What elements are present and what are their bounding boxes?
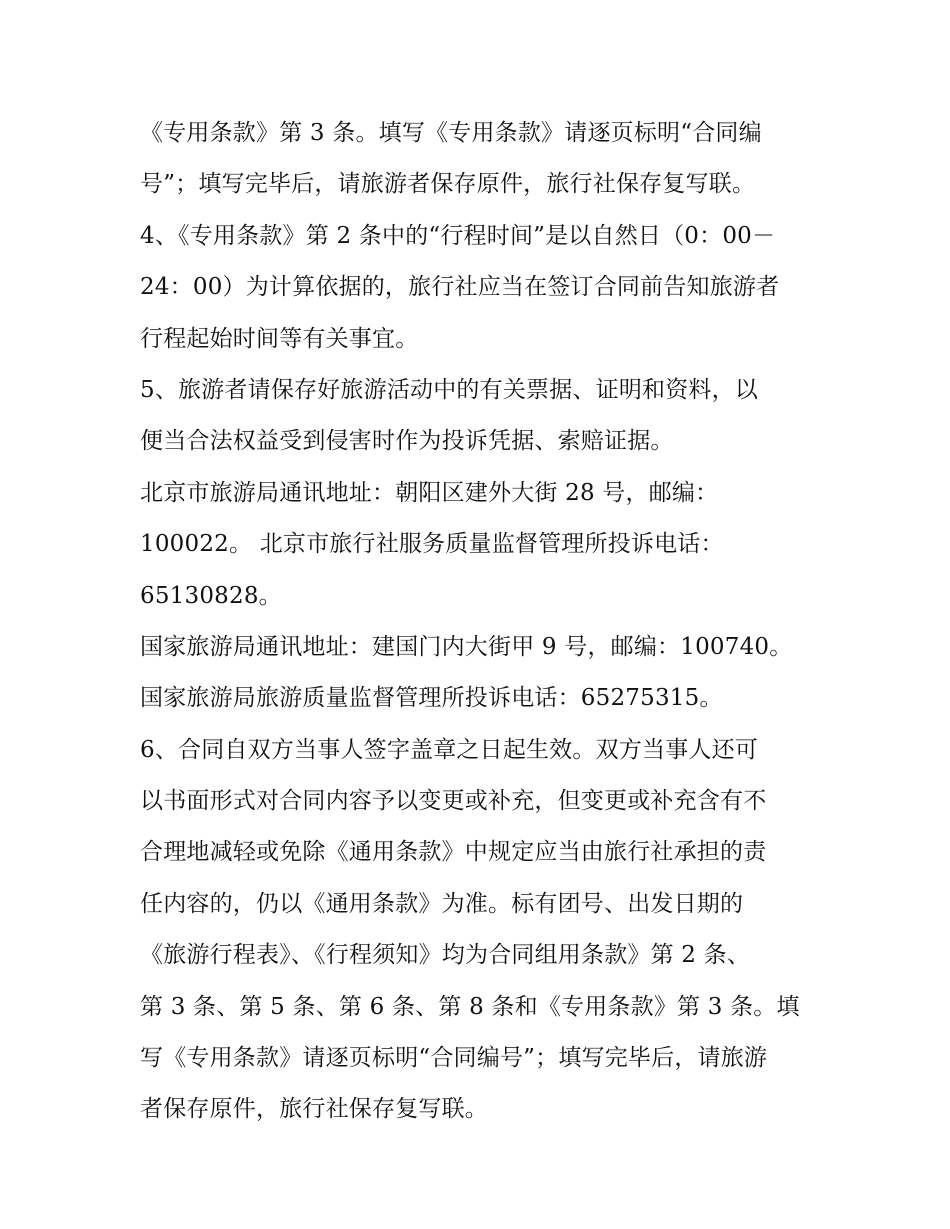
text-line: 《旅游行程表》、《行程须知》均为合同组用条款》第 2 条、 [140,942,751,969]
document-body [140,108,820,1136]
text-line: 者保存原件，旅行社保存复写联。 [140,1096,488,1123]
text-line: 写《专用条款》请逐页标明“合同编号”；填写完毕后，请旅游 [140,1045,768,1072]
text-line: 100022。 北京市旅行社服务质量监督管理所投诉电话： [140,531,724,558]
text-line: 号”；填写完毕后，请旅游者保存原件，旅行社保存复写联。 [140,171,756,198]
text-line: 北京市旅游局通讯地址：朝阳区建外大街 28 号，邮编： [140,479,719,506]
text-line: 国家旅游局通讯地址：建国门内大街甲 9 号，邮编：100740。 [140,633,793,660]
text-line: 国家旅游局旅游质量监督管理所投诉电话：65275315。 [140,685,723,712]
text-line: 行程起始时间等有关事宜。 [140,325,419,352]
text-line: 24：00）为计算依据的，旅行社应当在签订合同前告知旅游者 [140,274,780,301]
text-line: 第 3 条、第 5 条、第 6 条、第 8 条和《专用条款》第 3 条。填 [140,993,800,1020]
text-line: 5、旅游者请保存好旅游活动中的有关票据、证明和资料，以 [140,376,759,403]
text-line: 6、合同自双方当事人签字盖章之日起生效。双方当事人还可 [140,736,759,763]
text-line: 《专用条款》第 3 条。填写《专用条款》请逐页标明“合同编 [140,120,762,146]
text-line: 任内容的，仍以《通用条款》为准。标有团号、出发日期的 [140,890,744,917]
text-line: 以书面形式对合同内容予以变更或补充，但变更或补充含有不 [140,788,767,815]
text-line: 4、《专用条款》第 2 条中的“行程时间”是以自然日（0：00－ [140,222,776,249]
text-line: 合理地减轻或免除《通用条款》中规定应当由旅行社承担的责 [140,839,767,866]
text-line: 便当合法权益受到侵害时作为投诉凭据、索赔证据。 [140,428,674,455]
text-line: 65130828。 [140,582,282,609]
